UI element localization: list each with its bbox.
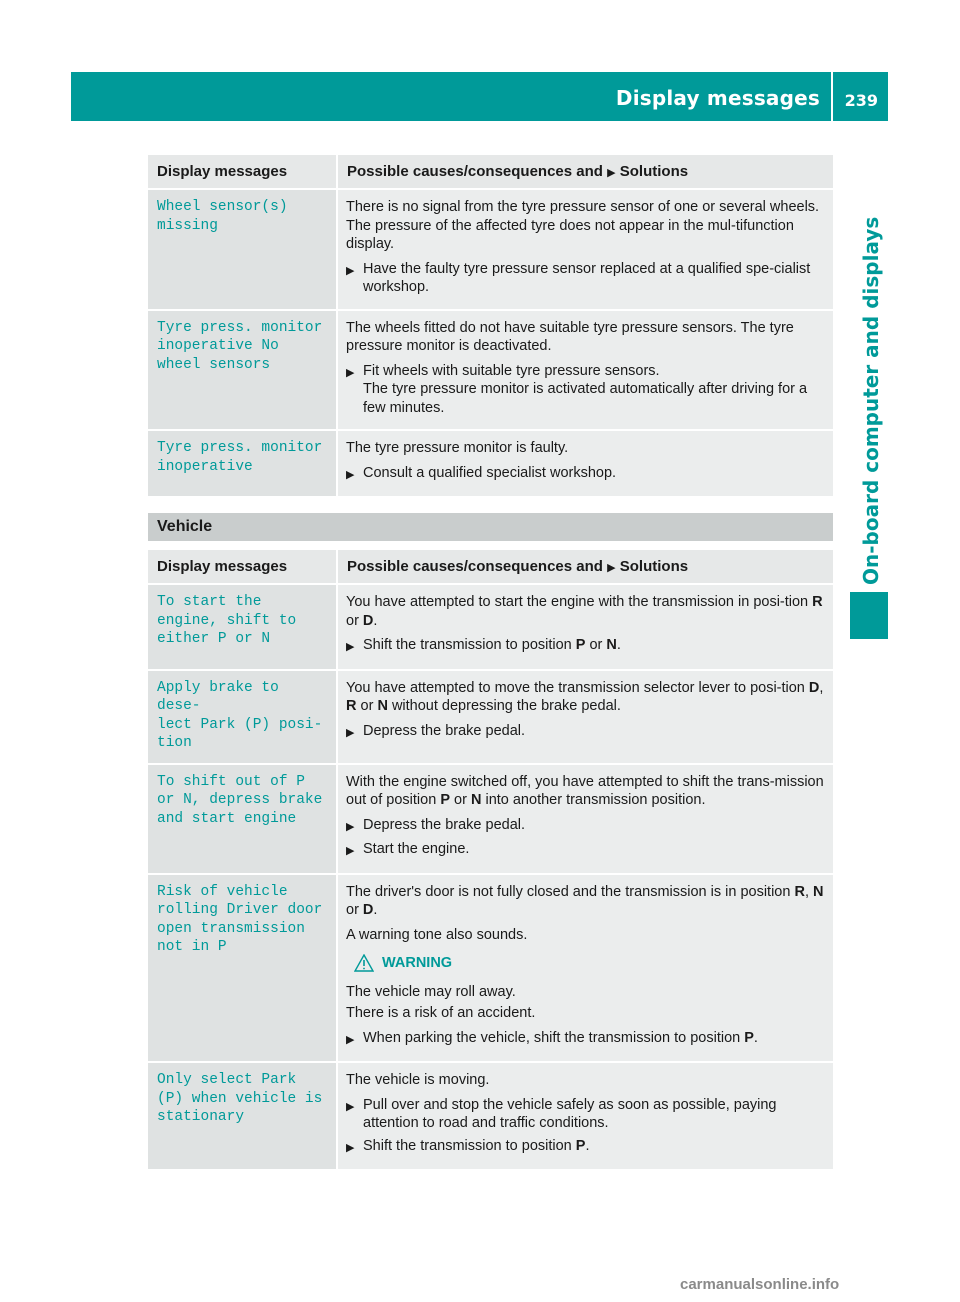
solution-step: ▶ Depress the brake pedal. bbox=[346, 816, 826, 837]
triangle-right-icon: ▶ bbox=[346, 641, 355, 653]
side-tab-marker bbox=[850, 592, 888, 639]
watermark: carmanualsonline.info bbox=[680, 1276, 840, 1293]
column-header-causes: Possible causes/consequences and ▶ Solutions bbox=[337, 550, 833, 584]
table-row bbox=[148, 430, 833, 497]
cause-cell: With the engine switched off, you have attempted to shift the trans-mission out of position P or N into another transmission position. ▶ Depress the brake pedal. ▶ Start the engine. bbox=[337, 764, 833, 874]
triangle-right-icon: ▶ bbox=[346, 1141, 355, 1154]
table-header-row bbox=[148, 155, 833, 189]
triangle-right-icon: ▶ bbox=[346, 820, 355, 833]
cause-cell: The driver's door is not fully closed and the transmission is in position R, N or D. A warning tone also sounds. WARNING The vehicle may roll away. There is a risk of an accident. ▶ When parking the vehicle, shift the transmission to position P. bbox=[337, 874, 833, 1063]
cause-cell: You have attempted to move the transmission selector lever to posi-tion D, R or N without depressing the brake pedal. ▶ Depress the brake pedal. bbox=[337, 670, 833, 764]
solution-step: ▶ Shift the transmission to position P. bbox=[346, 1137, 826, 1158]
solution-step: ▶ When parking the vehicle, shift the transmission to position P. bbox=[346, 1029, 826, 1050]
message-cell: Tyre press. monitor inoperative No wheel sensors bbox=[148, 310, 337, 431]
section-heading-vehicle: Vehicle bbox=[148, 513, 833, 541]
warning-triangle-icon bbox=[354, 954, 374, 972]
triangle-right-icon: ▶ bbox=[607, 562, 616, 574]
message-cell: To shift out of P or N, depress brake and start engine bbox=[148, 764, 337, 874]
solution-step: ▶ Shift the transmission to position P or N. bbox=[346, 636, 826, 657]
triangle-right-icon: ▶ bbox=[346, 468, 355, 481]
cause-cell: There is no signal from the tyre pressure sensor of one or several wheels. The pressure of the affected tyre does not appear in the mul-tifunction display. ▶ Have the faulty tyre pressure sensor replaced at a qualified spe-cialist workshop. bbox=[337, 189, 833, 310]
solution-step: ▶ Pull over and stop the vehicle safely as soon as possible, paying attention to road and traffic conditions. bbox=[346, 1096, 777, 1131]
cause-cell: The vehicle is moving. ▶ Pull over and stop the vehicle safely as soon as possible, paying attention to road and traffic conditions. ▶ Shift the transmission to position P. bbox=[337, 1062, 833, 1170]
warning-notice bbox=[346, 954, 826, 973]
column-header-messages: Display messages bbox=[148, 550, 337, 584]
triangle-right-icon: ▶ bbox=[346, 1100, 355, 1113]
header-title: Display messages bbox=[615, 86, 820, 110]
cause-cell: The wheels fitted do not have suitable tyre pressure sensors. The tyre pressure monitor is deactivated. ▶ Fit wheels with suitable tyre pressure sensors. The tyre pressure monitor is activated automatically after driving for a few minutes. bbox=[337, 310, 833, 431]
solution-step: ▶ Have the faulty tyre pressure sensor replaced at a qualified spe-cialist workshop. bbox=[346, 260, 811, 295]
table-header-row bbox=[148, 550, 833, 584]
warning-label: WARNING bbox=[382, 955, 453, 971]
triangle-right-icon: ▶ bbox=[346, 366, 355, 379]
column-header-messages: Display messages bbox=[148, 155, 337, 189]
table-row bbox=[148, 874, 833, 1063]
message-cell: Wheel sensor(s) missing bbox=[148, 189, 337, 310]
triangle-right-icon: ▶ bbox=[346, 726, 355, 739]
header-divider bbox=[831, 72, 833, 121]
solution-step: ▶ Consult a qualified specialist workshop. bbox=[346, 464, 826, 485]
message-cell: To start the engine, shift to either P or N bbox=[148, 584, 337, 670]
table-row bbox=[148, 1062, 833, 1170]
side-tab-label: On-board computer and displays bbox=[859, 216, 883, 585]
table-row bbox=[148, 670, 833, 764]
triangle-right-icon: ▶ bbox=[346, 264, 355, 277]
message-cell: Tyre press. monitor inoperative bbox=[148, 430, 337, 497]
solution-step: ▶ Start the engine. bbox=[346, 840, 826, 861]
message-cell: Risk of vehicle rolling Driver door open transmission not in P bbox=[148, 874, 337, 1063]
table-row bbox=[148, 764, 833, 874]
solution-step: ▶ Depress the brake pedal. bbox=[346, 722, 826, 743]
cause-cell: The tyre pressure monitor is faulty. ▶ Consult a qualified specialist workshop. bbox=[337, 430, 833, 497]
page-header bbox=[71, 72, 888, 121]
page-number: 239 bbox=[844, 91, 878, 110]
table-row bbox=[148, 310, 833, 431]
column-header-causes: Possible causes/consequences and ▶ Solutions bbox=[337, 155, 833, 189]
display-messages-table-vehicle bbox=[148, 550, 833, 1171]
triangle-right-icon: ▶ bbox=[346, 845, 355, 857]
table-row bbox=[148, 584, 833, 670]
message-cell: Only select Park (P) when vehicle is stationary bbox=[148, 1062, 337, 1170]
display-messages-table-tyre bbox=[148, 155, 833, 498]
cause-cell: You have attempted to start the engine with the transmission in posi-tion R or D. ▶ Shift the transmission to position P or N. bbox=[337, 584, 833, 670]
message-cell: Apply brake to dese‐ lect Park (P) posi‐ tion bbox=[148, 670, 337, 764]
triangle-right-icon: ▶ bbox=[607, 167, 616, 179]
triangle-right-icon: ▶ bbox=[346, 1033, 355, 1046]
solution-step: ▶ Fit wheels with suitable tyre pressure sensors. The tyre pressure monitor is activated automatically after driving for a few minutes. bbox=[346, 362, 808, 416]
table-row bbox=[148, 189, 833, 310]
